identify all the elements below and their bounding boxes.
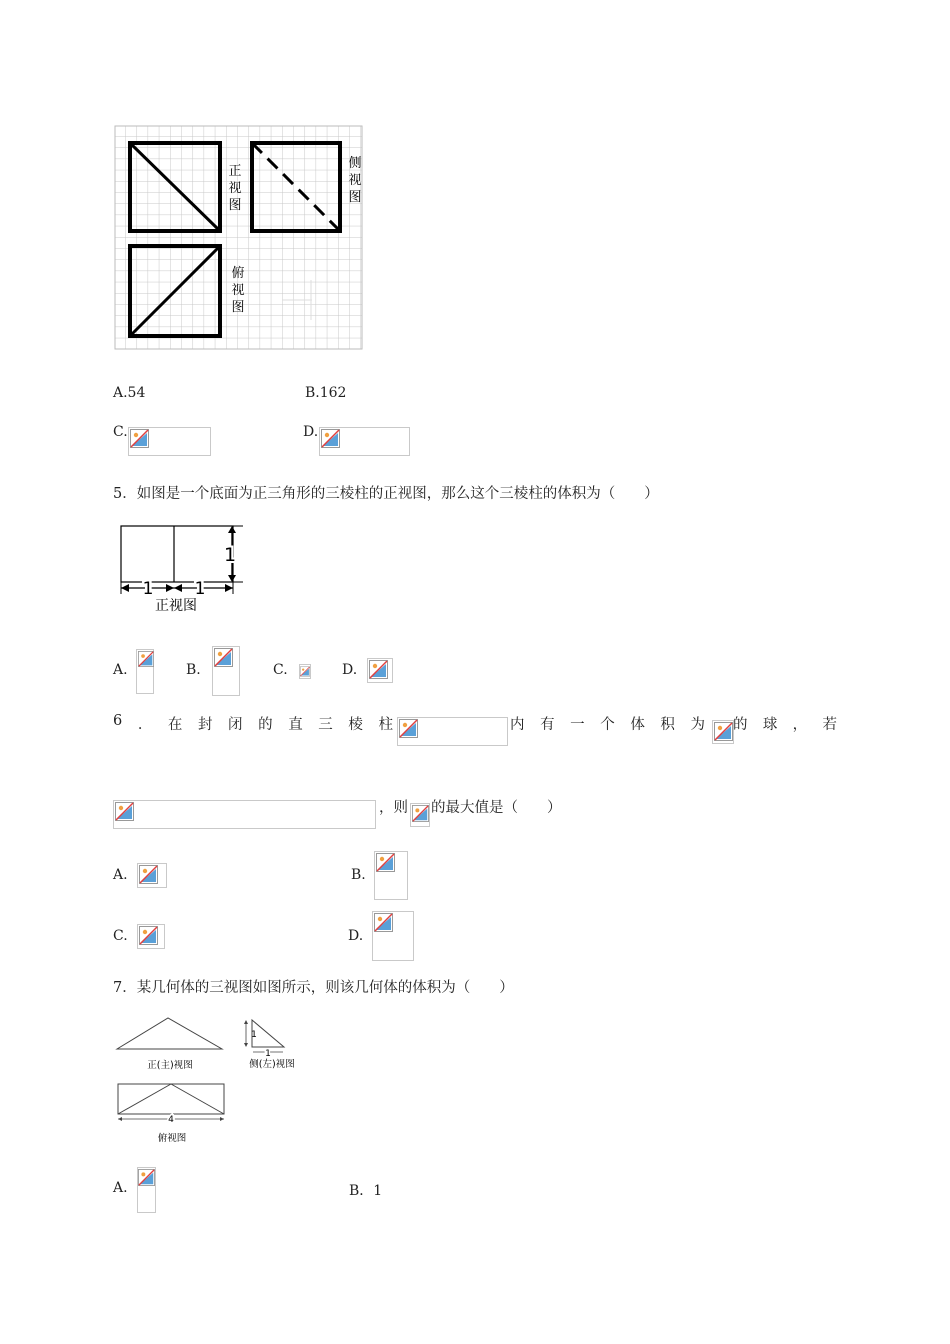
q5-option-a-label: A. (113, 662, 128, 678)
q5-front-view-figure (116, 522, 246, 614)
q4-option-d-label: D. (303, 424, 319, 440)
q5-option-a-image (136, 649, 154, 694)
q6-option-a-label: A. (113, 867, 128, 883)
q7-option-a-image (137, 1167, 156, 1213)
side-label-2: 视 (348, 173, 362, 188)
q6-line2-part1: ，则 (379, 800, 408, 816)
broken-image-icon (214, 648, 233, 667)
broken-image-icon (376, 853, 395, 872)
q6-option-d-image (372, 911, 414, 961)
q4-option-c-label: C. (113, 424, 128, 440)
broken-image-icon (139, 926, 158, 945)
q4-option-a: A.54 (113, 385, 146, 401)
q7-side-width-label: 1 (265, 1049, 271, 1059)
top-label-2: 视 (231, 283, 245, 298)
q7-top-caption: 俯视图 (157, 1133, 187, 1144)
q4-option-b: B.162 (305, 385, 347, 401)
broken-image-icon (139, 865, 158, 884)
q7-three-view-figure (112, 1012, 312, 1147)
q5-right-width-label: 1 (194, 579, 206, 599)
q4-option-c-image (128, 427, 211, 456)
broken-image-icon (369, 660, 388, 679)
q7-option-a-label: A. (113, 1180, 128, 1196)
q5-question-text: 5．如图是一个底面为正三角形的三棱柱的正视图，那么这个三棱柱的体积为（ ） (113, 486, 659, 502)
broken-image-icon (374, 913, 393, 932)
q7-option-b: B．1 (349, 1183, 383, 1199)
q5-option-b-label: B. (186, 662, 201, 678)
broken-image-icon (138, 651, 154, 667)
broken-image-icon (714, 722, 733, 741)
q6-option-b-label: B. (351, 867, 366, 883)
broken-image-icon (300, 665, 310, 678)
front-label-3: 图 (228, 198, 242, 213)
q5-option-d-label: D. (342, 662, 358, 678)
q6-prism-image (397, 717, 508, 746)
broken-image-icon (412, 805, 429, 822)
broken-image-icon (138, 1169, 155, 1186)
q7-top-width-label: 4 (168, 1115, 174, 1125)
side-label-1: 侧 (348, 156, 362, 171)
three-view-grid-figure (114, 125, 364, 351)
q5-figure-caption: 正视图 (155, 598, 197, 614)
q4-option-d-image (319, 427, 410, 456)
q7-question-text: 7．某几何体的三视图如图所示，则该几何体的体积为（ ） (113, 980, 514, 996)
front-label-2: 视 (228, 181, 242, 196)
side-label-3: 图 (348, 190, 362, 205)
q7-side-caption: 侧(左)视图 (249, 1059, 295, 1070)
q6-option-c-label: C. (113, 928, 128, 944)
q6-option-a-image (137, 863, 167, 888)
q6-option-b-image (374, 851, 408, 900)
q6-line2-part2: 的最大值是（ ） (431, 800, 562, 816)
q6-line1-part2: 内 有 一 个 体 积 为 (510, 717, 705, 733)
q6-line1-part3: 的 球 ， 若 (733, 717, 837, 733)
q6-condition-image (113, 800, 376, 829)
q7-front-caption: 正(主)视图 (147, 1060, 193, 1071)
front-label-1: 正 (228, 164, 242, 179)
q5-option-c-label: C. (273, 662, 288, 678)
q5-height-label: 1 (223, 544, 237, 566)
q6-option-c-image (137, 924, 165, 949)
top-label-1: 俯 (231, 266, 245, 281)
q6-line1-part1: 6 ． 在 封 闭 的 直 三 棱 柱 (113, 713, 393, 733)
q6-variable-image (410, 803, 430, 827)
q5-option-b-image (212, 646, 240, 696)
q5-option-c-image (299, 664, 311, 679)
q5-left-width-label: 1 (142, 579, 154, 599)
broken-image-icon (321, 429, 340, 448)
q6-option-d-label: D. (348, 928, 364, 944)
q6-volume-image (712, 720, 734, 744)
broken-image-icon (399, 719, 418, 738)
top-label-3: 图 (231, 300, 245, 315)
q7-side-height-label: 1 (251, 1030, 257, 1040)
broken-image-icon (115, 802, 134, 821)
broken-image-icon (130, 429, 149, 448)
q5-option-d-image (367, 658, 393, 683)
